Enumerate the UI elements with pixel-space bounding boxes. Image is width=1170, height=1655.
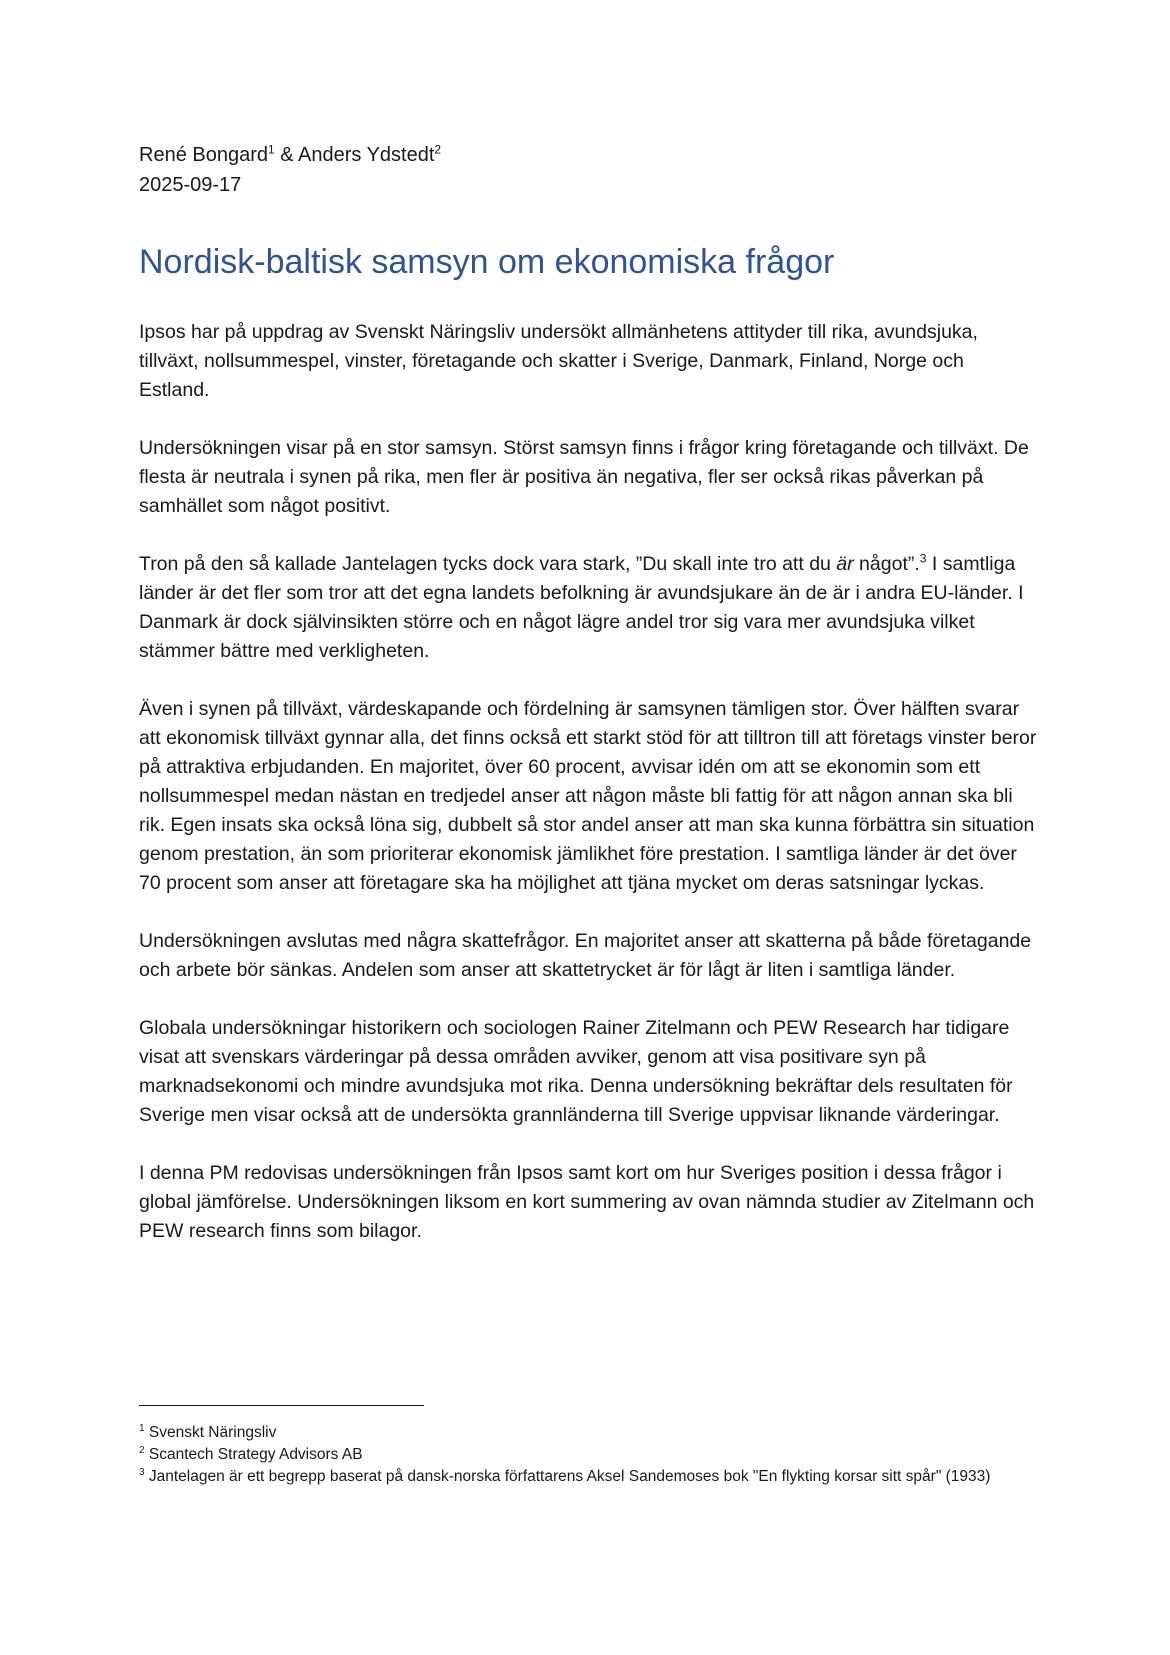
paragraph-5: Undersökningen avslutas med några skattefrågor. En majoritet anser att skatterna på både företagande och arbete bör sänkas. Andelen som anser att skattetrycket är för lågt är liten i samtliga länder. xyxy=(139,930,1032,981)
footnote-number: 3 xyxy=(139,1466,145,1478)
footnote-number: 2 xyxy=(139,1444,145,1456)
author-1: René Bongard xyxy=(139,144,268,166)
paragraph-7: I denna PM redovisas undersökningen från Ipsos samt kort om hur Sveriges position i dessa frågor i global jämförelse. Undersökningen liksom en kort summering av ovan nämnda studier av Zitelmann och PEW research finns som bilagor. xyxy=(139,1162,1035,1242)
footnote-ref-1: 1 xyxy=(267,142,275,157)
page-content xyxy=(139,140,1039,1246)
footnote-3 xyxy=(139,1466,1039,1488)
author-joiner: & xyxy=(274,144,299,166)
footnotes-section xyxy=(139,1405,1039,1488)
author-2: Anders Ydstedt xyxy=(298,144,435,166)
paragraph-3-part-a: Tron på den så kallade Jantelagen tycks dock vara stark, ”Du skall inte tro att du xyxy=(139,553,837,575)
footnote-1 xyxy=(139,1422,1039,1444)
paragraph-4: Även i synen på tillväxt, värdeskapande och fördelning är samsynen tämligen stor. Över hälften svarar att ekonomisk tillväxt gynnar alla, det finns också ett starkt stöd för att tilltron till att företags vinster beror på attraktiva erbjudanden. En majoritet, över 60 procent, avvisar idén om att se ekonomin som ett nollsummespel medan nästan en tredjedel anser att någon måste bli fattig för att någon annan ska bli rik. Egen insats ska också löna sig, dubbelt så stor andel anser att man ska kunna förbättra sin situation genom prestation, än som prioriterar ekonomisk jämlikhet före prestation. I samtliga länder är det över 70 procent som anser att företagare ska ha möjlighet att tjäna mycket om deras satsningar lyckas. xyxy=(139,698,1037,894)
paragraph-3 xyxy=(139,550,1039,666)
footnote-divider xyxy=(139,1405,424,1406)
footnote-text: Jantelagen är ett begrepp baserat på dansk-norska författarens Aksel Sandemoses bok "En flykting korsar sitt spår" (1933) xyxy=(144,1468,991,1485)
footnote-number: 1 xyxy=(139,1422,145,1434)
authors-line xyxy=(139,140,1039,170)
paragraph-3-emphasis: är xyxy=(836,553,854,575)
paragraph-2: Undersökningen visar på en stor samsyn. Störst samsyn finns i frågor kring företagande och tillväxt. De flesta är neutrala i synen på rika, men fler är positiva än negativa, fler ser också rikas påverkan på samhället som något positivt. xyxy=(139,437,1029,517)
footnote-text: Scantech Strategy Advisors AB xyxy=(144,1446,363,1463)
document-date: 2025-09-17 xyxy=(139,174,242,196)
footnote-ref-2: 2 xyxy=(434,142,442,157)
body-text xyxy=(139,318,1039,1246)
paragraph-3-part-c: I samtliga länder är det fler som tror att det egna landets befolkning är avundsjukare än de är i andra EU-länder. I Danmark är dock självinsikten större och en något lägre andel tror sig vara mer avundsjuka vilket stämmer bättre med verkligheten. xyxy=(139,553,1024,662)
paragraph-6: Globala undersökningar historikern och sociologen Rainer Zitelmann och PEW Research har tidigare visat att svenskars värderingar på dessa områden avviker, genom att visa positivare syn på marknadsekonomi och mindre avundsjuka mot rika. Denna undersökning bekräftar dels resultaten för Sverige men visar också att de undersökta grannländerna till Sverige uppvisar liknande värderingar. xyxy=(139,1017,1013,1126)
paragraph-3-part-b: något”. xyxy=(853,553,920,575)
footnote-text: Svenskt Näringsliv xyxy=(144,1424,277,1441)
footnote-2 xyxy=(139,1444,1039,1466)
document-title: Nordisk-baltisk samsyn om ekonomiska frågor xyxy=(139,243,835,281)
footnote-ref-3: 3 xyxy=(919,551,927,566)
paragraph-1: Ipsos har på uppdrag av Svenskt Näringsliv undersökt allmänhetens attityder till rika, avundsjuka, tillväxt, nollsummespel, vinster, företagande och skatter i Sverige, Danmark, Finland, Norge och Estland. xyxy=(139,321,978,401)
